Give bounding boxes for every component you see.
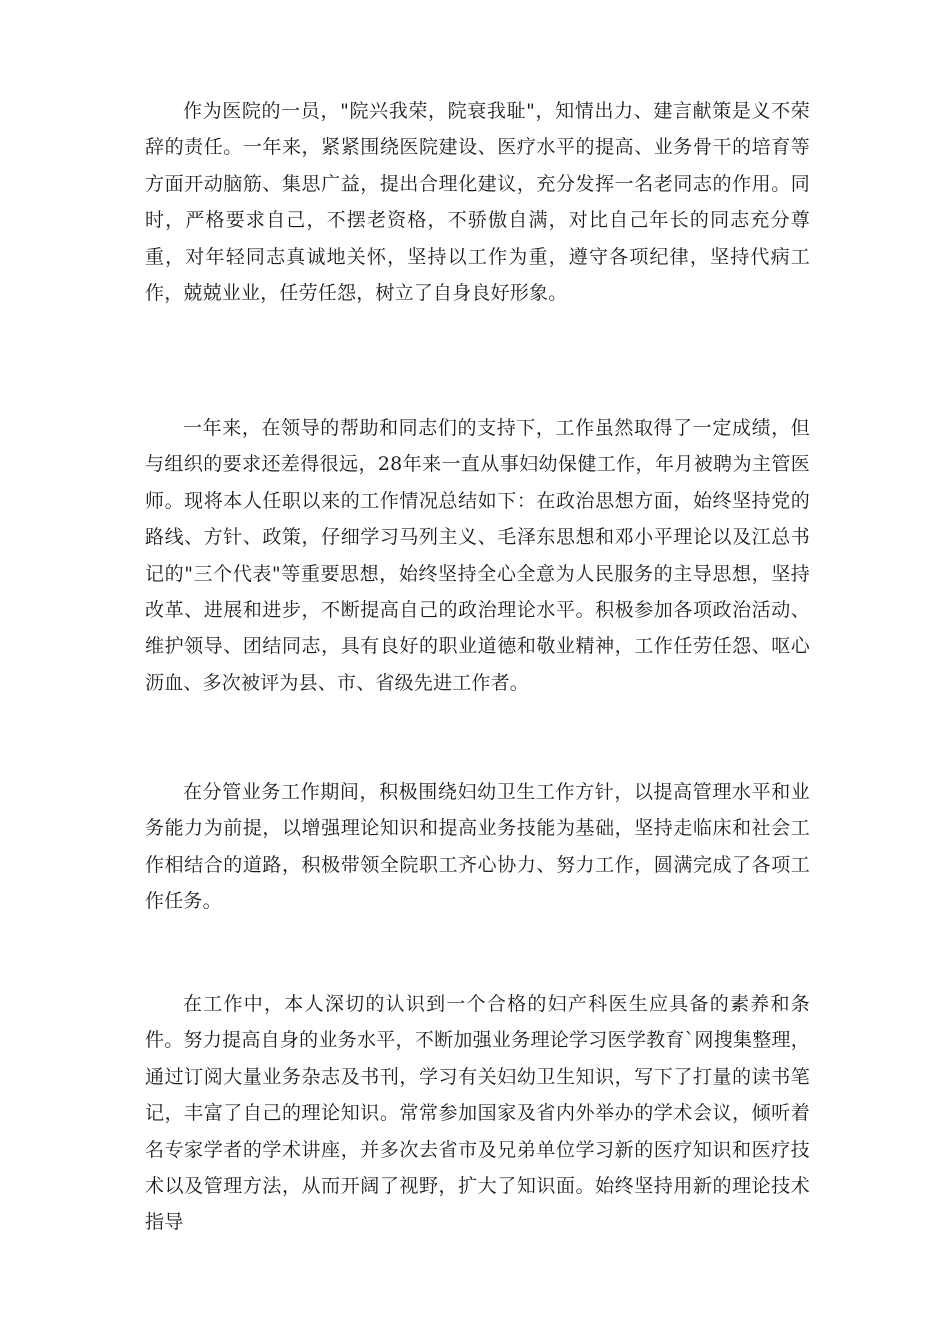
paragraph-2: 一年来，在领导的帮助和同志们的支持下，工作虽然取得了一定成绩，但与组织的要求还差得很远，28年来一直从事妇幼保健工作，年月被聘为主管医师。现将本人任职以来的工作情况总结如下：在政治思想方面，始终坚持党的路线、方针、政策，仔细学习马列主义、毛泽东思想和邓小平理论以及江总书记的"三个代表"等重要思想，始终坚持全心全意为人民服务的主导思想，坚持改革、进展和进步，不断提高自己的政治理论水平。积极参加各项政治活动、维护领导、团结同志，具有良好的职业道德和敬业精神，工作任劳任怨、呕心沥血、多次被评为县、市、省级先进工作者。 [145, 417, 810, 694]
paragraph-4: 在工作中，本人深切的认识到一个合格的妇产科医生应具备的素养和条件。努力提高自身的业务水平，不断加强业务理论学习医学教育`网搜集整理，通过订阅大量业务杂志及书刊，学习有关妇幼卫生知识，写下了打量的读书笔记，丰富了自己的理论知识。常常参加国家及省内外举办的学术会议，倾听着名专家学者的学术讲座，并多次去省市及兄弟单位学习新的医疗知识和医疗技术以及管理方法，从而开阔了视野，扩大了知识面。始终坚持用新的理论技术指导 [145, 993, 810, 1234]
paragraph-1: 作为医院的一员，"院兴我荣，院衰我耻"，知情出力、建言献策是义不荣辞的责任。一年来，紧紧围绕医院建设、医疗水平的提高、业务骨干的培育等方面开动脑筋、集思广益，提出合理化建议，充分发挥一名老同志的作用。同时，严格要求自己，不摆老资格，不骄傲自满，对比自己年长的同志充分尊重，对年轻同志真诚地关怀，坚持以工作为重，遵守各项纪律，坚持代病工作，兢兢业业，任劳任怨，树立了自身良好形象。 [145, 100, 810, 305]
paragraph-3: 在分管业务工作期间，积极围绕妇幼卫生工作方针，以提高管理水平和业务能力为前提，以增强理论知识和提高业务技能为基础，坚持走临床和社会工作相结合的道路，积极带领全院职工齐心协力、努力工作，圆满完成了各项工作任务。 [145, 781, 810, 913]
